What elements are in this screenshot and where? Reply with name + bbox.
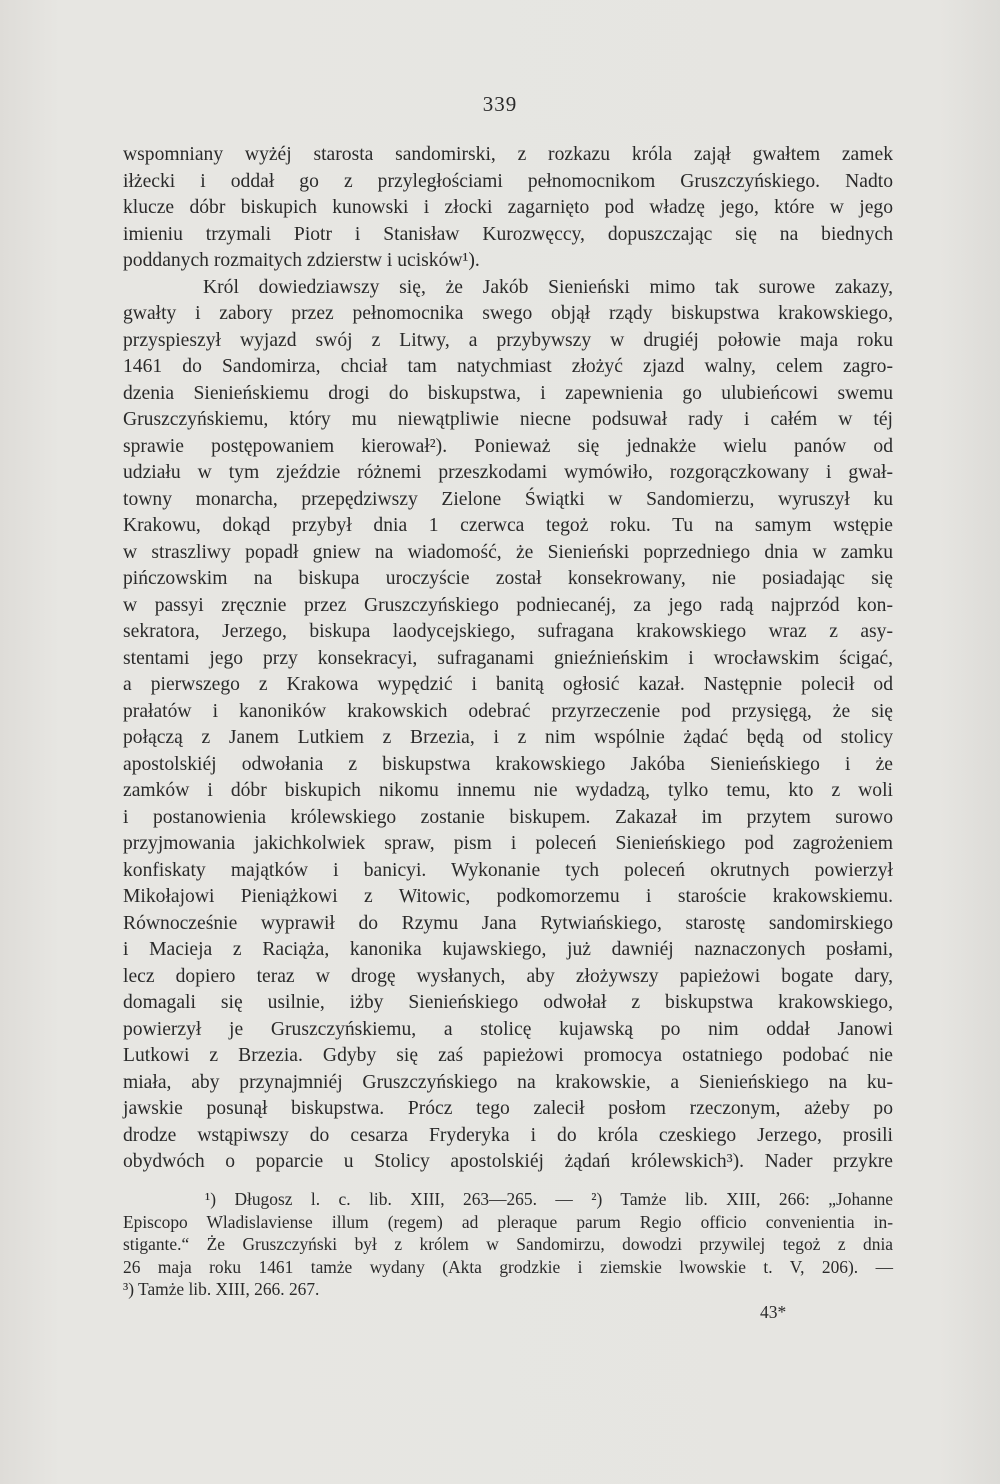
- text-line: sekratora, Jerzego, biskupa laodycejskiego, sufragana krakowskiego wraz z asy-: [123, 621, 893, 642]
- footnote-line: ³) Tamże lib. XIII, 266. 267.: [123, 1279, 320, 1299]
- text-line: Mikołajowi Pieniążkowi z Witowic, podkomorzemu i staroście krakowskiemu.: [123, 886, 893, 907]
- text-line: gwałty i zabory przez pełnomocnika swego objął rządy biskupstwa krakowskiego,: [123, 303, 893, 324]
- page-number: 339: [482, 92, 518, 116]
- text-line: udziału w tym zjeździe różnemi przeszkodami wymówiło, rozgorączkowany i gwał-: [123, 462, 893, 483]
- text-line: przyspieszył wyjazd swój z Litwy, a przybywszy w drugiéj połowie maja roku: [123, 329, 893, 351]
- text-line: w straszliwy popadł gniew na wiadomość, że Sienieński poprzedniego dnia w zamku: [123, 541, 893, 563]
- body-text: [123, 142, 893, 1176]
- text-line: obydwóch o poparcie u Stolicy apostolskiéj żądań królewskich³). Nader przykre: [123, 1151, 893, 1172]
- text-line: towny monarcha, przepędziwszy Zielone Świątki w Sandomierzu, wyruszył ku: [123, 488, 893, 510]
- text-line: Równocześnie wyprawił do Rzymu Jana Rytwiańskiego, starostę sandomirskiego: [123, 912, 893, 934]
- text-line: przyjmowania jakichkolwiek spraw, pism i poleceń Sienieńskiego pod zagrożeniem: [123, 833, 893, 854]
- text-line: lecz dopiero teraz w drogę wysłanych, aby złożywszy papieżowi bogate dary,: [123, 965, 893, 987]
- text-line: domagali się usilnie, iżby Sienieńskiego odwołał z biskupstwa krakowskiego,: [123, 992, 893, 1013]
- footnote-line: ¹) Długosz l. c. lib. XIII, 263—265. — ²) Tamże lib. XIII, 266: „Johanne: [205, 1189, 893, 1209]
- text-line: powierzył je Gruszczyńskiemu, a stolicę kujawską po nim oddał Janowi: [123, 1018, 893, 1040]
- footnote-line: Episcopo Wladislaviense illum (regem) ad pleraque parum Regio officio convenientia in-: [123, 1211, 893, 1232]
- text-line: iłżecki i oddał go z przyległościami pełnomocnikom Gruszczyńskiego. Nadto: [123, 170, 893, 192]
- text-line: stentami jego przy konsekracyi, sufraganami gnieźnieńskim i wrocławskim ścigać,: [123, 647, 893, 669]
- footnotes: [123, 1188, 893, 1301]
- text-line: zamków i dóbr biskupich nikomu innemu nie wydadzą, tylko temu, kto z woli: [123, 780, 893, 801]
- text-line: w passyi zręcznie przez Gruszczyńskiego podniecanéj, za jego radą najprzód kon-: [123, 594, 893, 616]
- text-line: Lutkowi z Brzezia. Gdyby się zaś papieżowi promocya ostatniego podobać nie: [123, 1045, 893, 1066]
- text-line: apostolskiéj odwołania z biskupstwa krakowskiego Jakóba Sienieńskiego i że: [123, 753, 893, 775]
- text-line: drodze wstąpiwszy do cesarza Fryderyka i do króla czeskiego Jerzego, prosili: [123, 1124, 893, 1146]
- text-line: jawskie posunął biskupstwa. Prócz tego zalecił posłom rzeczonym, ażeby po: [123, 1098, 893, 1119]
- text-line: wspomniany wyżéj starosta sandomirski, z rozkazu króla zajął gwałtem zamek: [123, 144, 893, 165]
- text-line: klucze dóbr biskupich kunowski i złocki zagarnięto pod władzę jego, które w jego: [123, 197, 893, 218]
- text-line: pińczowskim na biskupa uroczyście został konsekrowany, nie posiadając się: [123, 568, 893, 589]
- text-line: prałatów i kanoników krakowskich odebrać przyrzeczenie pod przysięgą, że się: [123, 700, 893, 722]
- text-line: Król dowiedziawszy się, że Jakób Sienieński mimo tak surowe zakazy,: [203, 276, 893, 298]
- text-line: sprawie postępowaniem kierował²). Ponieważ się jednakże wielu panów od: [123, 435, 893, 457]
- text-line: Gruszczyńskiemu, który mu niewątpliwie niecne podsuwał rady i całém w téj: [123, 409, 893, 430]
- text-line: dzenia Sienieńskiemu drogi do biskupstwa, i zapewnienia go ulubieńcowi swemu: [123, 382, 893, 404]
- text-line: 1461 do Sandomirza, chciał tam natychmiast złożyć zjazd walny, celem zagro-: [123, 356, 893, 377]
- text-line: poddanych rozmaitych zdzierstw i ucisków¹).: [123, 250, 480, 271]
- text-line: Krakowu, dokąd przybył dnia 1 czerwca tegoż roku. Tu na samym wstępie: [123, 515, 893, 536]
- text-line: konfiskaty majątków i banicyi. Wykonanie tych poleceń okrutnych powierzył: [123, 859, 893, 881]
- signature-mark: 43*: [760, 1302, 787, 1322]
- text-line: a pierwszego z Krakowa wypędzić i banitą ogłosić kazał. Następnie polecił od: [123, 674, 893, 695]
- text-line: połączą z Janem Lutkiem z Brzezia, i z nim wspólnie żądać będą od stolicy: [123, 727, 893, 748]
- text-line: imieniu trzymali Piotr i Stanisław Kurozwęccy, dopuszczając się na biednych: [123, 223, 893, 245]
- text-line: i Macieja z Raciąża, kanonika kujawskiego, już dawniéj naznaczonych posłami,: [123, 939, 893, 960]
- text-line: i postanowienia królewskiego zostanie biskupem. Zakazał im przytem surowo: [123, 806, 893, 828]
- footnote-line: stigante.“ Że Gruszczyński był z królem w Sandomirzu, dowodzi przywilej tegoż z dnia: [123, 1234, 893, 1254]
- footnote-line: 26 maja roku 1461 tamże wydany (Akta grodzkie i ziemskie lwowskie t. V, 206). —: [123, 1256, 893, 1277]
- text-line: miała, aby przynajmniéj Gruszczyńskiego na krakowskie, a Sienieńskiego na ku-: [123, 1071, 893, 1093]
